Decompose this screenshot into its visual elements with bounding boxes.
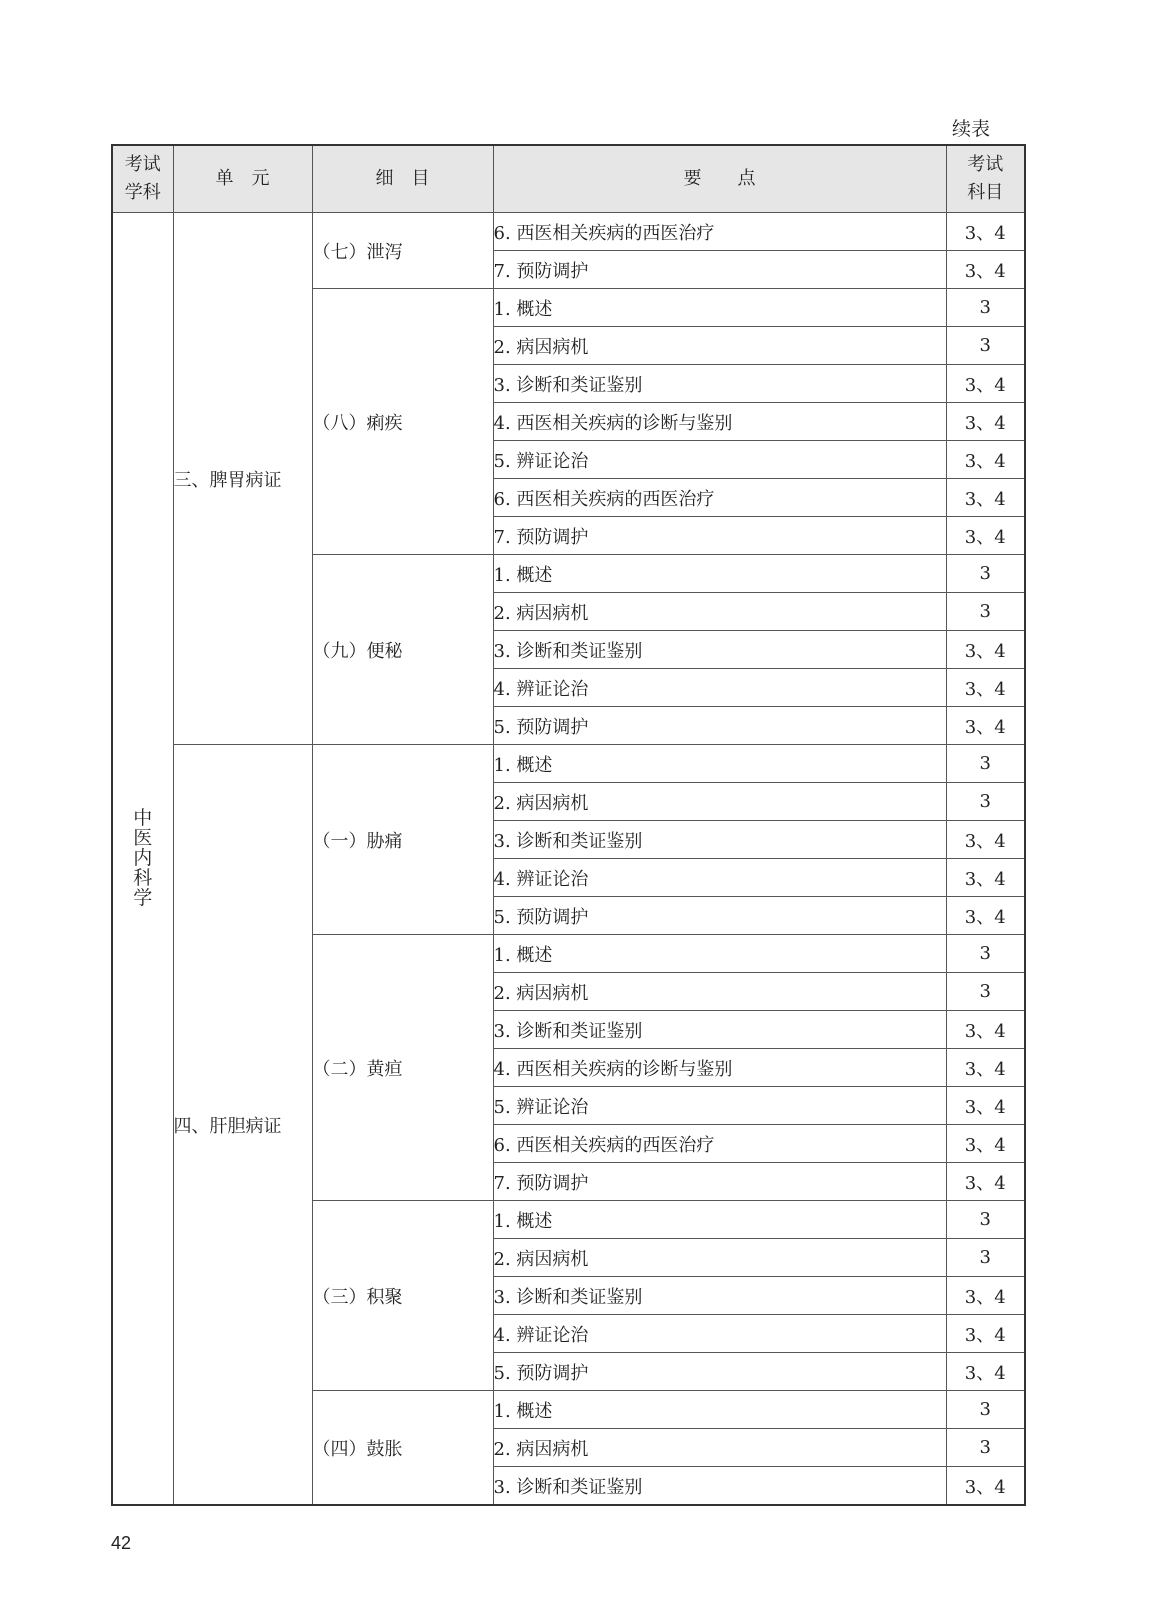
detail-cell: （九）便秘 [312,555,493,745]
point-cell: 6. 西医相关疾病的西医治疗 [493,479,946,517]
exam-code-cell: 3 [946,1391,1025,1429]
point-cell: 4. 辨证论治 [493,859,946,897]
exam-code-cell: 3、4 [946,1315,1025,1353]
point-cell: 3. 诊断和类证鉴别 [493,1011,946,1049]
table-row [112,745,1025,783]
point-cell: 1. 概述 [493,289,946,327]
point-cell: 2. 病因病机 [493,593,946,631]
subject-label: 中医内科学 [133,807,153,909]
exam-code-cell: 3 [946,973,1025,1011]
point-cell: 3. 诊断和类证鉴别 [493,1277,946,1315]
exam-code-cell: 3、4 [946,669,1025,707]
point-cell: 2. 病因病机 [493,327,946,365]
exam-code-cell: 3 [946,593,1025,631]
point-cell: 6. 西医相关疾病的西医治疗 [493,213,946,251]
point-cell: 1. 概述 [493,1391,946,1429]
subject-cell [112,213,173,1506]
syllabus-table [111,144,1026,1506]
unit-cell: 三、脾胃病证 [173,213,312,745]
detail-cell: （八）痢疾 [312,289,493,555]
point-cell: 3. 诊断和类证鉴别 [493,821,946,859]
point-cell: 5. 辨证论治 [493,1087,946,1125]
exam-code-cell: 3、4 [946,707,1025,745]
continued-label: 续表 [951,118,990,140]
exam-code-cell: 3 [946,745,1025,783]
exam-code-cell: 3 [946,1239,1025,1277]
table-row [112,213,1025,251]
point-cell: 2. 病因病机 [493,1239,946,1277]
exam-code-cell: 3、4 [946,251,1025,289]
exam-code-cell: 3 [946,289,1025,327]
point-cell: 3. 诊断和类证鉴别 [493,631,946,669]
point-cell: 7. 预防调护 [493,251,946,289]
exam-code-cell: 3、4 [946,517,1025,555]
exam-code-cell: 3、4 [946,1163,1025,1201]
point-cell: 5. 预防调护 [493,707,946,745]
exam-code-cell: 3、4 [946,1467,1025,1506]
exam-code-cell: 3、4 [946,631,1025,669]
point-cell: 5. 辨证论治 [493,441,946,479]
exam-code-cell: 3 [946,1429,1025,1467]
exam-code-cell: 3、4 [946,1011,1025,1049]
point-cell: 3. 诊断和类证鉴别 [493,365,946,403]
exam-code-cell: 3、4 [946,365,1025,403]
exam-code-cell: 3、4 [946,1049,1025,1087]
exam-code-cell: 3、4 [946,1125,1025,1163]
point-cell: 7. 预防调护 [493,517,946,555]
point-cell: 4. 辨证论治 [493,1315,946,1353]
point-cell: 2. 病因病机 [493,973,946,1011]
exam-code-cell: 3、4 [946,479,1025,517]
exam-code-cell: 3、4 [946,403,1025,441]
exam-code-cell: 3 [946,327,1025,365]
exam-code-cell: 3、4 [946,1353,1025,1391]
exam-code-cell: 3、4 [946,897,1025,935]
header-exam-text: 考试 科目 [967,154,1004,203]
header-unit: 单 元 [173,145,312,213]
unit-cell: 四、肝胆病证 [173,745,312,1506]
exam-code-cell: 3、4 [946,859,1025,897]
point-cell: 2. 病因病机 [493,1429,946,1467]
exam-code-cell: 3 [946,1201,1025,1239]
point-cell: 6. 西医相关疾病的西医治疗 [493,1125,946,1163]
point-cell: 1. 概述 [493,1201,946,1239]
exam-code-cell: 3、4 [946,1277,1025,1315]
point-cell: 2. 病因病机 [493,783,946,821]
point-cell: 7. 预防调护 [493,1163,946,1201]
table-header-row [112,145,1025,213]
point-cell: 1. 概述 [493,935,946,973]
header-subject-text: 考试 学科 [124,154,161,203]
exam-code-cell: 3 [946,555,1025,593]
detail-cell: （二）黄疸 [312,935,493,1201]
exam-code-cell: 3、4 [946,821,1025,859]
detail-cell: （四）鼓胀 [312,1391,493,1506]
detail-cell: （一）胁痛 [312,745,493,935]
exam-code-cell: 3、4 [946,441,1025,479]
header-points: 要 点 [493,145,946,213]
exam-code-cell: 3 [946,935,1025,973]
point-cell: 4. 西医相关疾病的诊断与鉴别 [493,403,946,441]
point-cell: 4. 辨证论治 [493,669,946,707]
point-cell: 4. 西医相关疾病的诊断与鉴别 [493,1049,946,1087]
point-cell: 5. 预防调护 [493,897,946,935]
point-cell: 5. 预防调护 [493,1353,946,1391]
page-number: 42 [111,1533,132,1553]
header-subject [112,145,173,213]
point-cell: 1. 概述 [493,555,946,593]
point-cell: 1. 概述 [493,745,946,783]
header-detail: 细 目 [312,145,493,213]
exam-code-cell: 3 [946,783,1025,821]
point-cell: 3. 诊断和类证鉴别 [493,1467,946,1506]
detail-cell: （七）泄泻 [312,213,493,289]
header-exam [946,145,1025,213]
detail-cell: （三）积聚 [312,1201,493,1391]
exam-code-cell: 3、4 [946,1087,1025,1125]
exam-code-cell: 3、4 [946,213,1025,251]
